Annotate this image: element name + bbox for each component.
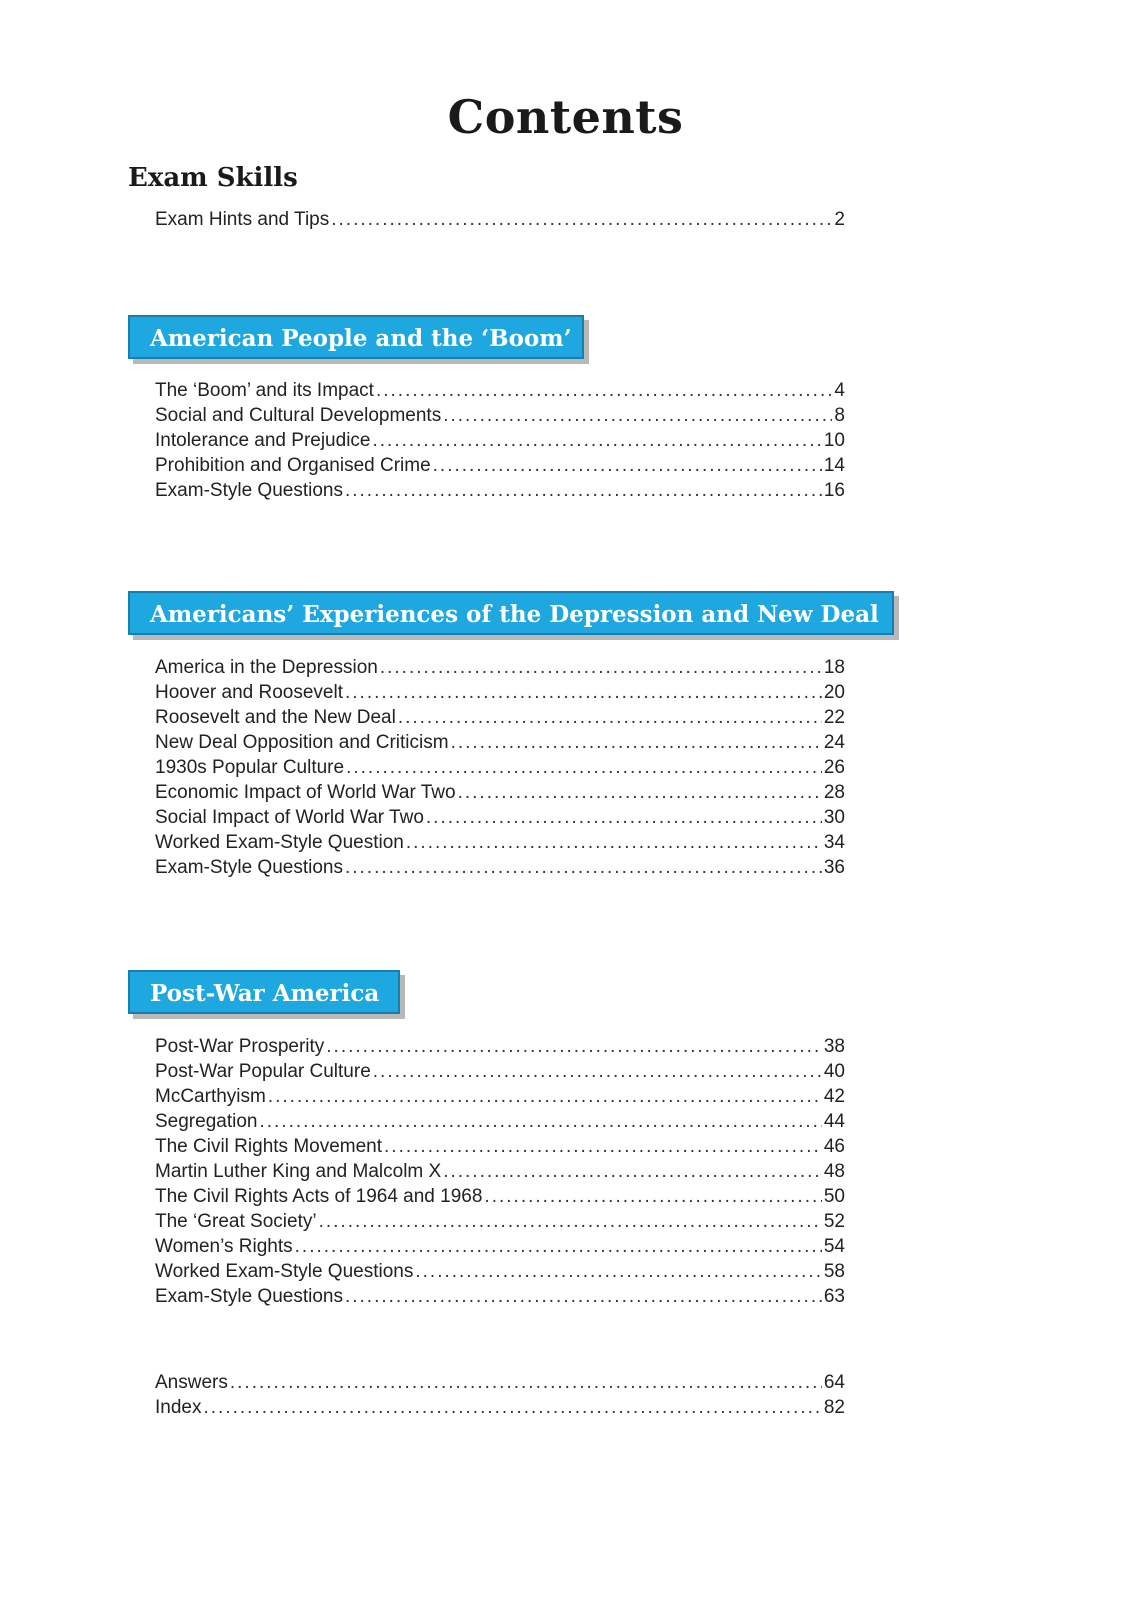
dot-leader [295,1234,822,1259]
dot-leader [319,1209,822,1234]
dot-leader [346,755,822,780]
toc-entry[interactable] [155,655,845,680]
toc-entry-title: Answers [155,1372,228,1393]
dot-leader [326,1034,822,1059]
toc-entry-title: The ‘Great Society’ [155,1211,317,1232]
dot-leader [331,207,832,232]
toc-entry-title: America in the Depression [155,657,378,678]
toc-page-number: 18 [823,657,845,678]
dot-leader [376,378,832,403]
toc-entry-title: New Deal Opposition and Criticism [155,732,449,753]
toc-entry-title: Exam Hints and Tips [155,209,330,230]
section-heading-depression: Americans’ Experiences of the Depression and New Deal [128,591,894,635]
toc-page-number: 30 [823,807,845,828]
section-boom-list [155,378,845,503]
toc-entry[interactable] [155,478,845,503]
section-heading-boom: American People and the ‘Boom’ [128,315,584,359]
dot-leader [443,403,832,428]
toc-entry-title: Exam-Style Questions [155,857,343,878]
dot-leader [345,680,822,705]
dot-leader [484,1184,821,1209]
toc-page-number: 22 [823,707,845,728]
toc-entry-title: Women’s Rights [155,1236,293,1257]
toc-page-number: 63 [823,1286,845,1307]
dot-leader [345,855,822,880]
toc-page-number: 36 [823,857,845,878]
toc-page-number: 54 [823,1236,845,1257]
toc-page-number: 44 [823,1111,845,1132]
toc-entry-title: The Civil Rights Movement [155,1136,383,1157]
toc-page-number: 40 [823,1061,845,1082]
toc-entry[interactable] [155,755,845,780]
toc-entry-title: Martin Luther King and Malcolm X [155,1161,442,1182]
toc-page-number: 64 [823,1372,845,1393]
toc-entry-title: Economic Impact of World War Two [155,782,456,803]
toc-entry[interactable] [155,1395,845,1420]
dot-leader [426,805,822,830]
toc-entry[interactable] [155,1059,845,1084]
toc-entry-title: Exam-Style Questions [155,480,343,501]
toc-entry-title: Segregation [155,1111,258,1132]
toc-entry-title: Prohibition and Organised Crime [155,455,431,476]
toc-entry-title: Social and Cultural Developments [155,405,442,426]
dot-leader [268,1084,822,1109]
toc-entry-title: Roosevelt and the New Deal [155,707,396,728]
toc-entry[interactable] [155,403,845,428]
toc-entry[interactable] [155,1134,845,1159]
page-title: Contents [447,90,684,144]
toc-entry[interactable] [155,1109,845,1134]
dot-leader [451,730,822,755]
toc-entry-title: Post-War Popular Culture [155,1061,371,1082]
toc-entry[interactable] [155,1259,845,1284]
toc-entry[interactable] [155,780,845,805]
dot-leader [372,428,821,453]
toc-entry-title: Post-War Prosperity [155,1036,325,1057]
toc-entry-title: Social Impact of World War Two [155,807,424,828]
dot-leader [433,453,822,478]
toc-page-number: 52 [823,1211,845,1232]
toc-entry[interactable] [155,1209,845,1234]
dot-leader [345,478,822,503]
toc-page-number: 24 [823,732,845,753]
toc-entry[interactable] [155,1284,845,1309]
toc-page-number: 82 [823,1397,845,1418]
toc-entry[interactable] [155,207,845,232]
toc-entry[interactable] [155,680,845,705]
toc-page-number: 50 [823,1186,845,1207]
toc-page-number: 28 [823,782,845,803]
toc-page-number: 16 [823,480,845,501]
toc-page-number: 48 [823,1161,845,1182]
section-depression-list [155,655,845,880]
dot-leader [398,705,822,730]
toc-entry[interactable] [155,855,845,880]
toc-entry-title: The Civil Rights Acts of 1964 and 1968 [155,1186,483,1207]
dot-leader [373,1059,822,1084]
dot-leader [458,780,822,805]
dot-leader [230,1370,822,1395]
toc-entry-title: Intolerance and Prejudice [155,430,371,451]
toc-entry-title: Hoover and Roosevelt [155,682,343,703]
toc-entry[interactable] [155,830,845,855]
toc-entry-title: Index [155,1397,202,1418]
toc-entry[interactable] [155,1234,845,1259]
exam-skills-list [155,207,845,232]
toc-page-number: 38 [823,1036,845,1057]
dot-leader [415,1259,822,1284]
toc-page-number: 42 [823,1086,845,1107]
section-post-war-list [155,1034,845,1309]
toc-entry-title: Exam-Style Questions [155,1286,343,1307]
toc-page-number: 46 [823,1136,845,1157]
toc-entry[interactable] [155,1034,845,1059]
toc-page-number: 8 [834,405,845,426]
toc-page-number: 34 [823,832,845,853]
toc-entry[interactable] [155,1159,845,1184]
toc-page-number: 20 [823,682,845,703]
toc-page-number: 10 [823,430,845,451]
toc-entry-title: Worked Exam-Style Question [155,832,404,853]
toc-entry[interactable] [155,1084,845,1109]
toc-entry[interactable] [155,1370,845,1395]
toc-entry[interactable] [155,730,845,755]
dot-leader [259,1109,821,1134]
dot-leader [345,1284,822,1309]
toc-entry-title: 1930s Popular Culture [155,757,345,778]
toc-entry[interactable] [155,805,845,830]
toc-entry[interactable] [155,1184,845,1209]
toc-entry-title: McCarthyism [155,1086,266,1107]
exam-skills-heading: Exam Skills [128,163,298,193]
toc-page-number: 4 [834,380,845,401]
toc-entry-title: The ‘Boom’ and its Impact [155,380,374,401]
toc-entry[interactable] [155,428,845,453]
back-matter-list [155,1370,845,1420]
dot-leader [384,1134,822,1159]
dot-leader [406,830,822,855]
toc-entry[interactable] [155,453,845,478]
toc-entry[interactable] [155,705,845,730]
dot-leader [203,1395,821,1420]
section-heading-post-war: Post-War America [128,970,400,1014]
toc-page-number: 58 [823,1261,845,1282]
dot-leader [380,655,822,680]
toc-page-number: 2 [834,209,845,230]
toc-entry[interactable] [155,378,845,403]
toc-page-number: 26 [823,757,845,778]
toc-page-number: 14 [823,455,845,476]
dot-leader [443,1159,822,1184]
toc-entry-title: Worked Exam-Style Questions [155,1261,414,1282]
